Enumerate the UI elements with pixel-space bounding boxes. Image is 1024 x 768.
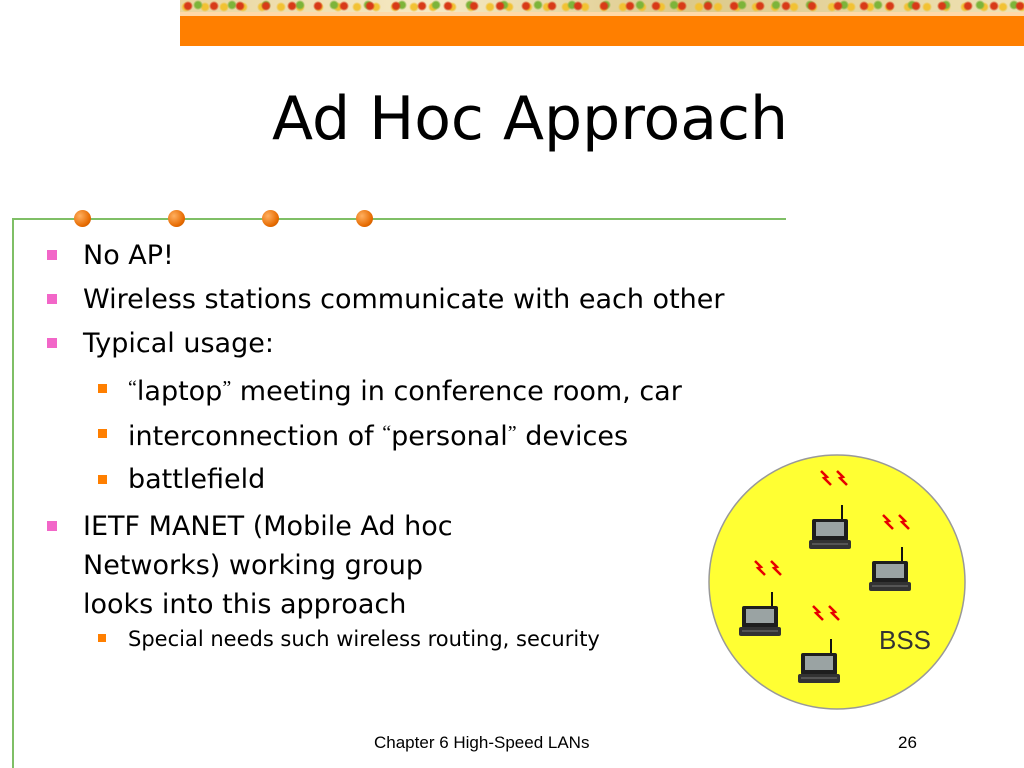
bss-label: BSS [879, 625, 932, 655]
sub-bullet-text: meeting in conference room, car [231, 376, 682, 407]
sub-bullet-text: interconnection of [128, 421, 383, 452]
slide-title: Ad Hoc Approach [271, 84, 789, 154]
bullet-item-manet [83, 507, 453, 624]
sub-bullet-item [128, 414, 628, 456]
bullet-item: No AP! [83, 236, 174, 275]
open-quote: “ [128, 377, 137, 399]
bullet-line: looks into this approach [83, 589, 407, 620]
footer-chapter: Chapter 6 High-Speed LANs [374, 733, 590, 752]
sub-bullet-item: battlefield [128, 460, 265, 499]
bullet-item: Typical usage: [83, 324, 274, 363]
rule-dot [356, 210, 373, 227]
rule-dot [262, 210, 279, 227]
footer-page-number: 26 [898, 733, 917, 752]
open-quote: “ [382, 422, 392, 444]
header-banner-floral [180, 0, 1024, 12]
bullet-item: Wireless stations communicate with each other [83, 280, 724, 319]
left-rule [12, 218, 14, 768]
sub-bullet-text: personal [391, 421, 508, 452]
sub-bullet-item [128, 369, 682, 411]
sub-bullet-item: Special needs such wireless routing, security [128, 624, 600, 654]
close-quote: ” [222, 377, 232, 399]
close-quote: ” [507, 422, 517, 444]
bullet-line: IETF MANET (Mobile Ad hoc [83, 511, 453, 542]
rule-dot [74, 210, 91, 227]
top-rule [12, 218, 786, 220]
sub-bullet-text: laptop [136, 376, 223, 407]
bss-diagram [707, 453, 967, 711]
header-banner [180, 16, 1024, 46]
sub-bullet-text: devices [516, 421, 629, 452]
bullet-line: Networks) working group [83, 550, 424, 581]
rule-dot [168, 210, 185, 227]
